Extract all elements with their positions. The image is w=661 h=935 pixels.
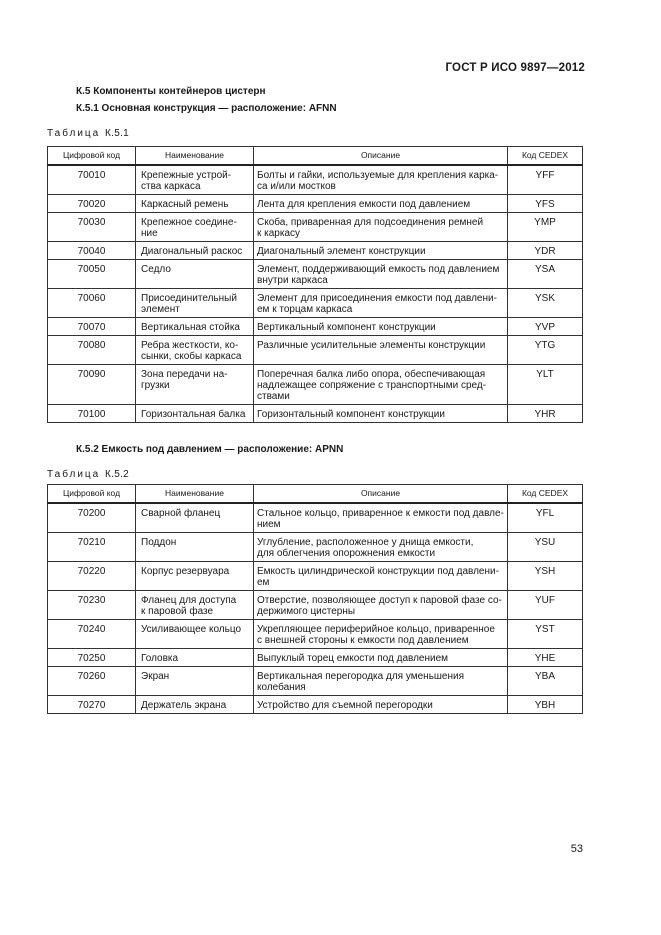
cell-cedex: YBH (508, 696, 583, 714)
cell-cedex: YSH (508, 562, 583, 591)
cell-cedex: YUF (508, 591, 583, 620)
table-row (48, 260, 583, 289)
table-header-row (48, 485, 583, 504)
cell-name: Ребра жесткости, ко- сынки, скобы каркаса (136, 336, 254, 365)
document-standard-header: ГОСТ Р ИСО 9897—2012 (445, 62, 585, 74)
table-row (48, 165, 583, 195)
cell-code: 70210 (48, 533, 136, 562)
cell-code: 70060 (48, 289, 136, 318)
cell-code: 70090 (48, 365, 136, 405)
cell-cedex: YFF (508, 165, 583, 195)
section-title-k51: К.5.1 Основная конструкция — расположение: AFNN (76, 103, 337, 114)
table-row (48, 562, 583, 591)
table-row (48, 289, 583, 318)
cell-description: Вертикальный компонент конструкции (254, 318, 508, 336)
cell-name: Фланец для доступа к паровой фазе (136, 591, 254, 620)
cell-code: 70200 (48, 503, 136, 533)
header-description: Описание (254, 147, 508, 166)
table-row (48, 365, 583, 405)
cell-code: 70260 (48, 667, 136, 696)
cell-cedex: YFL (508, 503, 583, 533)
table-caption-number: К.5.1 (105, 128, 130, 139)
table-row (48, 503, 583, 533)
cell-name: Держатель экрана (136, 696, 254, 714)
table-caption-k52 (47, 469, 129, 480)
header-name: Наименование (136, 147, 254, 166)
cell-code: 70270 (48, 696, 136, 714)
cell-cedex: YFS (508, 195, 583, 213)
table-row (48, 318, 583, 336)
cell-description: Различные усилительные элементы конструкции (254, 336, 508, 365)
cell-cedex: YHR (508, 405, 583, 423)
header-code: Цифровой код (48, 147, 136, 166)
table-row (48, 649, 583, 667)
table-row (48, 620, 583, 649)
cell-name: Поддон (136, 533, 254, 562)
cell-cedex: YHE (508, 649, 583, 667)
cell-cedex: YSA (508, 260, 583, 289)
header-name: Наименование (136, 485, 254, 504)
table-row (48, 696, 583, 714)
cell-name: Горизонтальная балка (136, 405, 254, 423)
table-caption-word: Таблица (47, 128, 101, 139)
header-code: Цифровой код (48, 485, 136, 504)
cell-description: Диагональный элемент конструкции (254, 242, 508, 260)
cell-name: Сварной фланец (136, 503, 254, 533)
cell-cedex: YST (508, 620, 583, 649)
cell-description: Поперечная балка либо опора, обеспечивающая надлежащее сопряжение с транспортными сред- ствами (254, 365, 508, 405)
cell-description: Укрепляющее периферийное кольцо, приваренное с внешней стороны к емкости под давлением (254, 620, 508, 649)
cell-name: Диагональный раскос (136, 242, 254, 260)
cell-code: 70240 (48, 620, 136, 649)
section-title-k52: К.5.2 Емкость под давлением — расположение: APNN (76, 444, 344, 455)
table-header-row (48, 147, 583, 166)
cell-name: Зона передачи на- грузки (136, 365, 254, 405)
cell-code: 70070 (48, 318, 136, 336)
table-caption-k51 (47, 128, 129, 139)
cell-description: Стальное кольцо, приваренное к емкости под давле- нием (254, 503, 508, 533)
cell-name: Головка (136, 649, 254, 667)
cell-code: 70050 (48, 260, 136, 289)
cell-cedex: YSU (508, 533, 583, 562)
cell-name: Экран (136, 667, 254, 696)
table-row (48, 591, 583, 620)
cell-cedex: YTG (508, 336, 583, 365)
cell-description: Горизонтальный компонент конструкции (254, 405, 508, 423)
table-k52 (47, 484, 583, 714)
table-row (48, 336, 583, 365)
cell-code: 70010 (48, 165, 136, 195)
cell-description: Лента для крепления емкости под давлением (254, 195, 508, 213)
cell-name: Седло (136, 260, 254, 289)
section-title-k5: К.5 Компоненты контейнеров цистерн (76, 86, 266, 97)
cell-cedex: YVP (508, 318, 583, 336)
cell-name: Усиливающее кольцо (136, 620, 254, 649)
cell-cedex: YBA (508, 667, 583, 696)
cell-cedex: YSK (508, 289, 583, 318)
cell-name: Вертикальная стойка (136, 318, 254, 336)
cell-description: Емкость цилиндрической конструкции под давлени- ем (254, 562, 508, 591)
cell-description: Выпуклый торец емкости под давлением (254, 649, 508, 667)
table-row (48, 213, 583, 242)
cell-description: Элемент, поддерживающий емкость под давлением внутри каркаса (254, 260, 508, 289)
cell-code: 70230 (48, 591, 136, 620)
table-row (48, 533, 583, 562)
header-description: Описание (254, 485, 508, 504)
cell-code: 70220 (48, 562, 136, 591)
cell-description: Элемент для присоединения емкости под давлени- ем к торцам каркаса (254, 289, 508, 318)
cell-code: 70020 (48, 195, 136, 213)
cell-code: 70080 (48, 336, 136, 365)
header-cedex: Код CEDEX (508, 147, 583, 166)
cell-name: Крепежное соедине- ние (136, 213, 254, 242)
cell-description: Отверстие, позволяющее доступ к паровой фазе со- держимого цистерны (254, 591, 508, 620)
cell-description: Углубление, расположенное у днища емкости, для облегчения опорожнения емкости (254, 533, 508, 562)
cell-description: Вертикальная перегородка для уменьшения колебания (254, 667, 508, 696)
table-row (48, 405, 583, 423)
header-cedex: Код CEDEX (508, 485, 583, 504)
cell-cedex: YDR (508, 242, 583, 260)
table-row (48, 667, 583, 696)
table-caption-number: К.5.2 (105, 469, 130, 480)
cell-name: Крепежные устрой- ства каркаса (136, 165, 254, 195)
cell-code: 70100 (48, 405, 136, 423)
cell-code: 70250 (48, 649, 136, 667)
cell-cedex: YLT (508, 365, 583, 405)
table-row (48, 195, 583, 213)
table-row (48, 242, 583, 260)
cell-name: Присоединительный элемент (136, 289, 254, 318)
cell-description: Устройство для съемной перегородки (254, 696, 508, 714)
table-caption-word: Таблица (47, 469, 101, 480)
cell-code: 70040 (48, 242, 136, 260)
cell-name: Каркасный ремень (136, 195, 254, 213)
cell-cedex: YMP (508, 213, 583, 242)
cell-name: Корпус резервуара (136, 562, 254, 591)
table-k51 (47, 146, 583, 423)
cell-code: 70030 (48, 213, 136, 242)
cell-description: Скоба, приваренная для подсоединения ремней к каркасу (254, 213, 508, 242)
page-number: 53 (570, 843, 583, 855)
cell-description: Болты и гайки, используемые для крепления карка- са и/или мостков (254, 165, 508, 195)
